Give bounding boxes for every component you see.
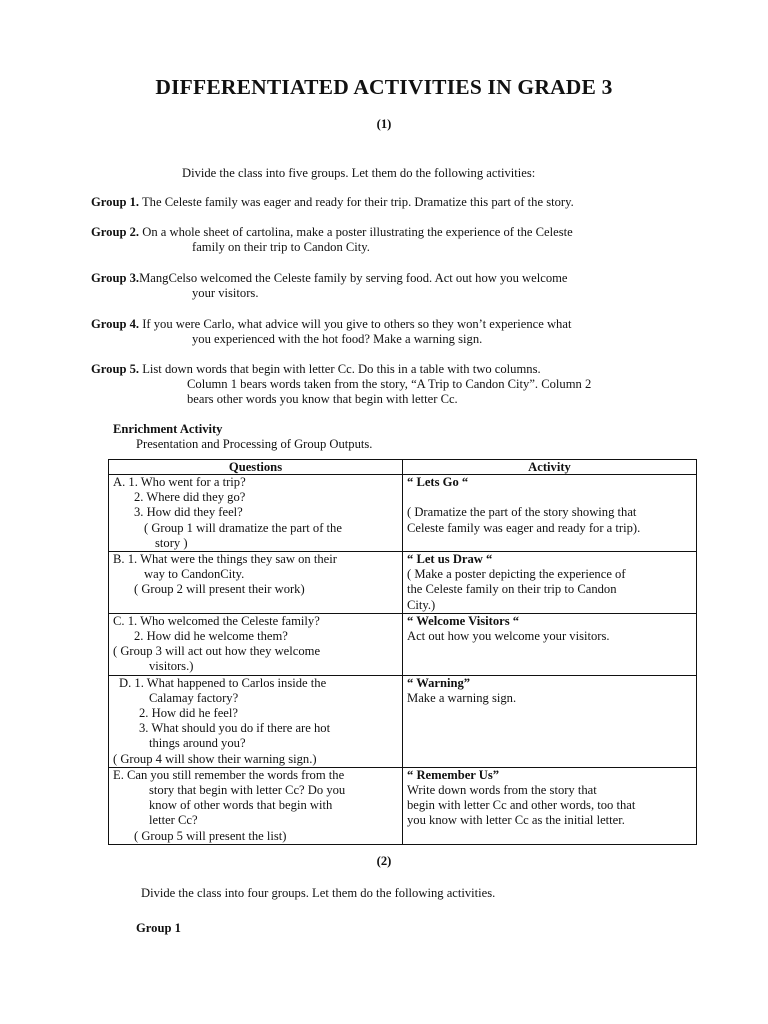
table-row bbox=[109, 767, 697, 844]
section-number-2: (2) bbox=[376, 854, 392, 868]
question-line: way to CandonCity. bbox=[144, 567, 245, 582]
table-header-row bbox=[109, 460, 697, 475]
question-line: 2. Where did they go? bbox=[134, 490, 246, 505]
question-line: 2. How did he welcome them? bbox=[134, 629, 288, 644]
group-label: Group 4. bbox=[91, 317, 140, 331]
question-line: story ) bbox=[155, 535, 188, 550]
group-text-line: you experienced with the hot food? Make a warning sign. bbox=[192, 332, 483, 346]
group-1-heading-part-2: Group 1 bbox=[136, 921, 181, 935]
page-title: DIFFERENTIATED ACTIVITIES IN GRADE 3 bbox=[155, 75, 613, 99]
activity-line: City.) bbox=[407, 597, 436, 612]
activity-cell bbox=[403, 675, 697, 767]
question-line: ( Group 3 will act out how they welcome bbox=[113, 644, 321, 659]
group-text-line: family on their trip to Candon City. bbox=[192, 240, 370, 254]
group-text-line: The Celeste family was eager and ready for their trip. Dramatize this part of the story. bbox=[141, 195, 574, 209]
question-line: 2. How did he feel? bbox=[139, 706, 238, 721]
activity-line bbox=[407, 490, 692, 505]
activity-title: “ Let us Draw “ bbox=[407, 552, 493, 567]
group-text-line: List down words that begin with letter Cc. Do this in a table with two columns. bbox=[142, 362, 541, 376]
activity-line: Make a warning sign. bbox=[407, 690, 517, 705]
activities-table bbox=[108, 459, 697, 845]
group-2-instruction bbox=[91, 225, 573, 240]
group-text-line: your visitors. bbox=[192, 286, 259, 300]
question-line: letter Cc? bbox=[149, 813, 198, 828]
questions-cell bbox=[109, 475, 403, 552]
question-line: ( Group 5 will present the list) bbox=[134, 828, 287, 843]
group-label: Group 1. bbox=[91, 195, 140, 209]
question-line: A. 1. Who went for a trip? bbox=[113, 475, 246, 489]
group-4-instruction bbox=[91, 317, 571, 332]
activity-line: ( Make a poster depicting the experience of bbox=[407, 567, 626, 582]
question-line: 3. How did they feel? bbox=[134, 505, 243, 520]
question-line: ( Group 1 will dramatize the part of the bbox=[144, 520, 342, 535]
section-number-1: (1) bbox=[376, 117, 392, 131]
activity-title: “ Warning” bbox=[407, 675, 471, 690]
enrichment-heading: Enrichment Activity bbox=[113, 422, 223, 436]
question-line: C. 1. Who welcomed the Celeste family? bbox=[113, 613, 320, 628]
activity-line: the Celeste family on their trip to Candon bbox=[407, 582, 617, 597]
group-text-line: bears other words you know that begin with letter Cc. bbox=[187, 392, 458, 406]
questions-cell bbox=[109, 552, 403, 614]
question-line: Calamay factory? bbox=[149, 690, 239, 705]
activity-line: begin with letter Cc and other words, too that bbox=[407, 798, 636, 813]
activity-line: ( Dramatize the part of the story showing that bbox=[407, 505, 637, 520]
question-line: know of other words that begin with bbox=[149, 798, 333, 813]
question-line: things around you? bbox=[149, 736, 246, 751]
activity-cell bbox=[403, 552, 697, 614]
activity-title: “ Remember Us” bbox=[407, 767, 500, 782]
activity-line: Celeste family was eager and ready for a trip). bbox=[407, 520, 641, 535]
group-3-instruction bbox=[91, 271, 568, 286]
question-line: ( Group 4 will show their warning sign.) bbox=[113, 751, 317, 766]
activity-line: you know with letter Cc as the initial letter. bbox=[407, 813, 625, 828]
question-line: 3. What should you do if there are hot bbox=[139, 721, 331, 736]
question-line: ( Group 2 will present their work) bbox=[134, 582, 305, 597]
column-header-activity: Activity bbox=[403, 460, 697, 475]
activity-title: “ Lets Go “ bbox=[407, 475, 469, 489]
question-line: story that begin with letter Cc? Do you bbox=[149, 783, 346, 798]
table-row bbox=[109, 475, 697, 552]
activity-line: Act out how you welcome your visitors. bbox=[407, 629, 610, 644]
question-line: visitors.) bbox=[149, 659, 194, 674]
questions-cell bbox=[109, 767, 403, 844]
activity-cell bbox=[403, 475, 697, 552]
questions-cell bbox=[109, 613, 403, 675]
enrichment-subheading: Presentation and Processing of Group Outputs. bbox=[136, 437, 373, 451]
group-label: Group 3. bbox=[91, 271, 140, 285]
group-label: Group 2. bbox=[91, 225, 140, 239]
activity-title: “ Welcome Visitors “ bbox=[407, 613, 520, 628]
column-header-questions: Questions bbox=[109, 460, 403, 475]
activity-line: Write down words from the story that bbox=[407, 783, 597, 798]
group-text-line: On a whole sheet of cartolina, make a poster illustrating the experience of the Celeste bbox=[142, 225, 573, 239]
group-text-line: Column 1 bears words taken from the story, “A Trip to Candon City”. Column 2 bbox=[187, 377, 592, 391]
intro-paragraph-1: Divide the class into five groups. Let them do the following activities: bbox=[182, 166, 536, 180]
activity-cell bbox=[403, 613, 697, 675]
table-row bbox=[109, 613, 697, 675]
group-text-line: MangCelso welcomed the Celeste family by serving food. Act out how you welcome bbox=[139, 271, 568, 285]
questions-cell bbox=[109, 675, 403, 767]
group-text-line: If you were Carlo, what advice will you give to others so they won’t experience what bbox=[142, 317, 572, 331]
table-row bbox=[109, 552, 697, 614]
group-1-instruction bbox=[91, 195, 574, 210]
activity-cell bbox=[403, 767, 697, 844]
intro-paragraph-2: Divide the class into four groups. Let them do the following activities. bbox=[141, 886, 496, 900]
question-line: D. 1. What happened to Carlos inside the bbox=[119, 675, 327, 690]
question-line: B. 1. What were the things they saw on their bbox=[113, 552, 337, 567]
group-5-instruction bbox=[91, 362, 541, 377]
group-label: Group 5. bbox=[91, 362, 140, 376]
table-row bbox=[109, 675, 697, 767]
question-line: E. Can you still remember the words from the bbox=[113, 767, 345, 782]
